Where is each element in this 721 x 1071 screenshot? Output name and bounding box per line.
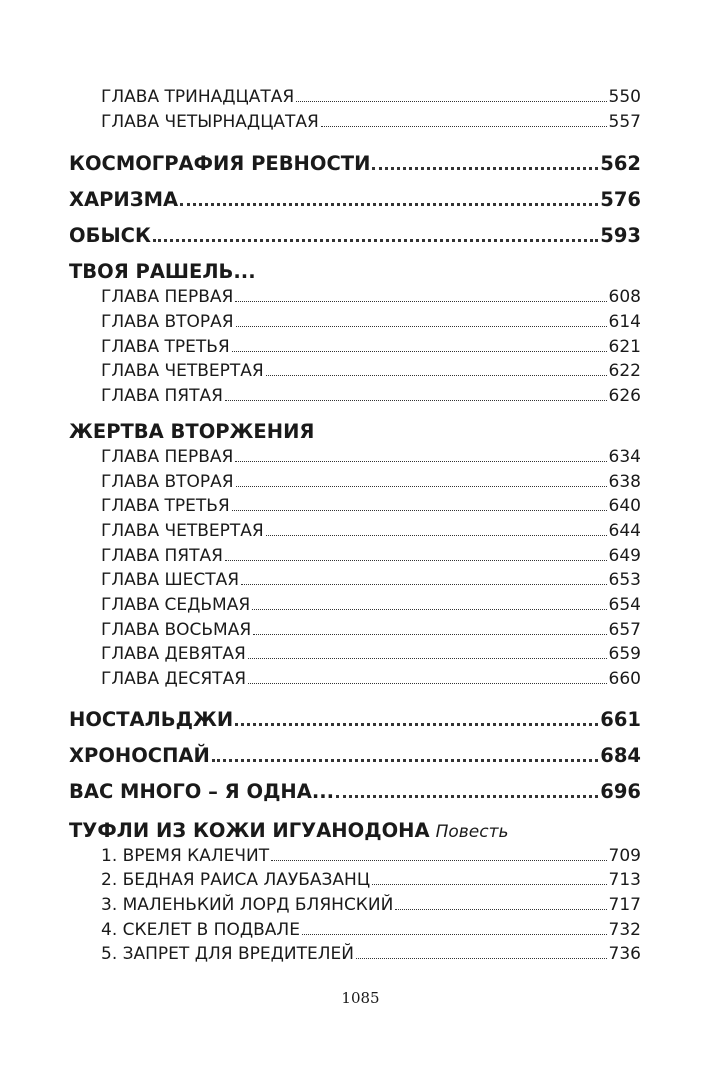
dot-leader bbox=[356, 958, 607, 959]
dot-leader bbox=[321, 126, 607, 127]
section-title: ТУФЛИ ИЗ КОЖИ ИГУАНОДОНА bbox=[69, 818, 430, 842]
entry-title: 2. БЕДНАЯ РАИСА ЛАУБАЗАНЦ bbox=[101, 870, 371, 891]
section-heading bbox=[69, 420, 641, 447]
toc-entry bbox=[101, 669, 641, 694]
entry-title: ГЛАВА ШЕСТАЯ bbox=[101, 570, 240, 591]
dot-leader bbox=[248, 683, 607, 684]
dot-leader bbox=[252, 609, 606, 610]
entry-title: 4. СКЕЛЕТ В ПОДВАЛЕ bbox=[101, 919, 300, 940]
dot-leader bbox=[235, 461, 606, 462]
dot-leader bbox=[372, 167, 598, 170]
section-title: ХРОНОСПАЙ bbox=[69, 743, 210, 767]
section-page: 696 bbox=[600, 779, 641, 803]
toc-section bbox=[69, 152, 641, 179]
entry-title: 1. ВРЕМЯ КАЛЕЧИТ bbox=[101, 845, 270, 866]
section-title: ВАС МНОГО – Я ОДНА... bbox=[69, 779, 335, 803]
entry-page: 649 bbox=[608, 545, 641, 566]
entry-page: 653 bbox=[608, 570, 641, 591]
entry-title: ГЛАВА ЧЕТЫРНАДЦАТАЯ bbox=[101, 111, 319, 132]
section-page: 593 bbox=[600, 224, 641, 248]
toc-entry bbox=[101, 644, 641, 669]
entry-title: ГЛАВА ЧЕТВЕРТАЯ bbox=[101, 520, 264, 541]
entry-page: 550 bbox=[608, 87, 641, 107]
entry-title: ГЛАВА ДЕСЯТАЯ bbox=[101, 669, 247, 689]
dot-leader bbox=[232, 510, 607, 511]
toc-entry bbox=[101, 846, 641, 871]
dot-leader bbox=[372, 884, 607, 885]
toc-entry bbox=[101, 87, 641, 112]
toc-entry bbox=[101, 546, 641, 571]
genre-note: Повесть bbox=[435, 821, 509, 842]
dot-leader bbox=[253, 634, 606, 635]
entry-page: 634 bbox=[608, 446, 641, 467]
section-title: ЖЕРТВА ВТОРЖЕНИЯ bbox=[69, 419, 315, 443]
dot-leader bbox=[236, 326, 607, 327]
dot-leader bbox=[266, 535, 607, 536]
entry-page: 709 bbox=[608, 845, 641, 866]
entry-page: 654 bbox=[608, 594, 641, 615]
entry-title: ГЛАВА ВОСЬМАЯ bbox=[101, 619, 252, 640]
dot-leader bbox=[271, 860, 606, 861]
dot-leader bbox=[266, 375, 607, 376]
dot-leader bbox=[232, 351, 607, 352]
toc-entry bbox=[101, 361, 641, 386]
entry-page: 621 bbox=[608, 336, 641, 357]
entry-title: ГЛАВА ТРИНАДЦАТАЯ bbox=[101, 87, 295, 107]
entry-title: ГЛАВА ТРЕТЬЯ bbox=[101, 496, 230, 517]
entry-page: 732 bbox=[608, 919, 641, 940]
chapter-list bbox=[69, 846, 641, 969]
dot-leader bbox=[235, 301, 606, 302]
chapter-list bbox=[69, 287, 641, 410]
entry-page: 640 bbox=[608, 496, 641, 517]
toc-section bbox=[69, 708, 641, 735]
dot-leader bbox=[225, 560, 607, 561]
entry-page: 713 bbox=[608, 870, 641, 891]
entry-title: ГЛАВА СЕДЬМАЯ bbox=[101, 594, 251, 615]
entry-page: 644 bbox=[608, 520, 641, 541]
page-number: 1085 bbox=[341, 989, 380, 1007]
toc-entry bbox=[101, 496, 641, 521]
toc-entry bbox=[101, 386, 641, 411]
entry-title: ГЛАВА ПЯТАЯ bbox=[101, 545, 223, 566]
dot-leader bbox=[225, 400, 607, 401]
entry-page: 717 bbox=[608, 895, 641, 916]
dot-leader bbox=[212, 759, 598, 762]
toc-entry bbox=[101, 570, 641, 595]
entry-title: 5. ЗАПРЕТ ДЛЯ ВРЕДИТЕЛЕЙ bbox=[101, 944, 355, 965]
dot-leader bbox=[336, 795, 598, 798]
entry-page: 608 bbox=[608, 287, 641, 308]
entry-title: ГЛАВА ПЯТАЯ bbox=[101, 386, 223, 407]
entry-page: 736 bbox=[608, 944, 641, 965]
toc-entry bbox=[101, 895, 641, 920]
table-of-contents bbox=[69, 87, 641, 969]
toc-section bbox=[69, 780, 641, 807]
dot-leader bbox=[302, 934, 607, 935]
dot-leader bbox=[236, 486, 607, 487]
section-title: НОСТАЛЬДЖИ bbox=[69, 707, 234, 731]
entry-page: 638 bbox=[608, 471, 641, 492]
toc-section bbox=[69, 744, 641, 771]
entry-title: ГЛАВА ПЕРВАЯ bbox=[101, 287, 234, 308]
entry-page: 660 bbox=[608, 669, 641, 689]
entry-title: ГЛАВА ВТОРАЯ bbox=[101, 471, 234, 492]
toc-entry bbox=[101, 521, 641, 546]
dot-leader bbox=[235, 723, 598, 726]
toc-entry bbox=[101, 870, 641, 895]
toc-section bbox=[69, 224, 641, 251]
section-page: 661 bbox=[600, 707, 641, 731]
entry-page: 626 bbox=[608, 386, 641, 407]
section-heading bbox=[69, 260, 641, 287]
entry-page: 557 bbox=[608, 111, 641, 132]
dot-leader bbox=[241, 584, 606, 585]
dot-leader bbox=[296, 101, 606, 102]
section-page: 562 bbox=[600, 152, 641, 176]
toc-entry bbox=[101, 472, 641, 497]
entry-page: 614 bbox=[608, 312, 641, 333]
section-title: ОБЫСК bbox=[69, 224, 151, 248]
toc-entry bbox=[101, 337, 641, 362]
toc-entry bbox=[101, 112, 641, 137]
section-title: ТВОЯ РАШЕЛЬ... bbox=[69, 260, 256, 284]
entry-title: ГЛАВА ПЕРВАЯ bbox=[101, 446, 234, 467]
toc-entry bbox=[101, 944, 641, 969]
toc-entry bbox=[101, 447, 641, 472]
toc-entry bbox=[101, 920, 641, 945]
entry-page: 657 bbox=[608, 619, 641, 640]
toc-section bbox=[69, 188, 641, 215]
section-title: КОСМОГРАФИЯ РЕВНОСТИ bbox=[69, 152, 371, 176]
section-title: ХАРИЗМА bbox=[69, 188, 179, 212]
section-page: 684 bbox=[600, 743, 641, 767]
section-page: 576 bbox=[600, 188, 641, 212]
entry-title: 3. МАЛЕНЬКИЙ ЛОРД БЛЯНСКИЙ bbox=[101, 895, 394, 916]
section-heading bbox=[69, 819, 641, 846]
dot-leader bbox=[248, 658, 607, 659]
toc-entry bbox=[101, 287, 641, 312]
toc-entry bbox=[101, 620, 641, 645]
entry-title: ГЛАВА ВТОРАЯ bbox=[101, 312, 234, 333]
chapter-list bbox=[69, 447, 641, 694]
toc-entry bbox=[101, 595, 641, 620]
dot-leader bbox=[180, 203, 598, 206]
dot-leader bbox=[395, 909, 606, 910]
dot-leader bbox=[153, 239, 598, 242]
entry-page: 659 bbox=[608, 644, 641, 665]
entry-title: ГЛАВА ТРЕТЬЯ bbox=[101, 336, 230, 357]
entry-title: ГЛАВА ДЕВЯТАЯ bbox=[101, 644, 246, 665]
entry-title: ГЛАВА ЧЕТВЕРТАЯ bbox=[101, 361, 264, 382]
toc-entry bbox=[101, 312, 641, 337]
entry-page: 622 bbox=[608, 361, 641, 382]
